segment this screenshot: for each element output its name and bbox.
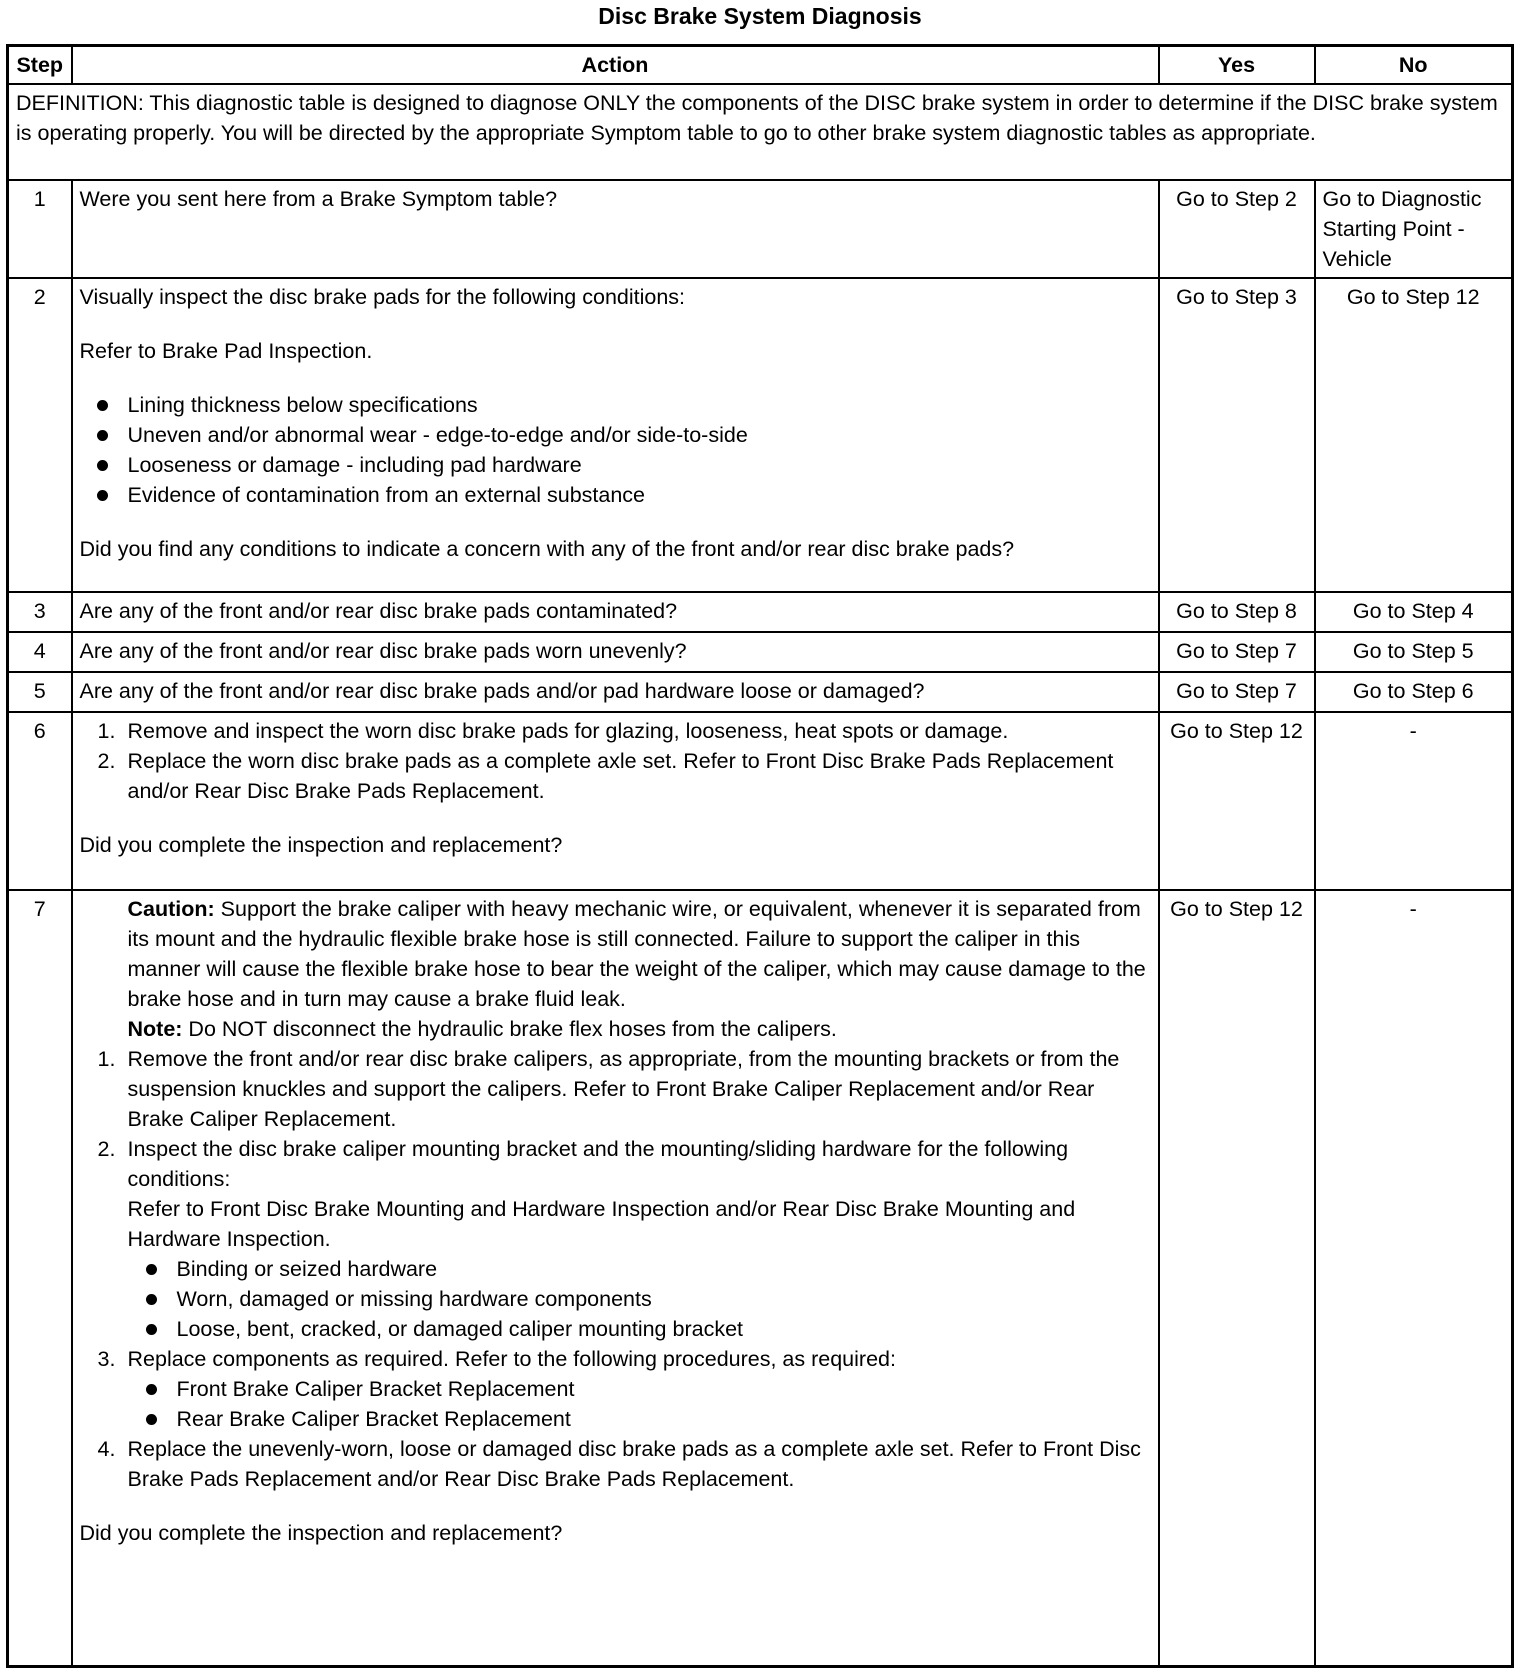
step-number: 4 — [8, 632, 72, 672]
list-item: 1. Remove and inspect the worn disc brake pads for glazing, looseness, heat spots or damage. — [97, 718, 1009, 743]
action-cell — [72, 632, 1159, 672]
table-row — [8, 592, 1513, 632]
action-cell — [72, 672, 1159, 712]
question-text: Did you find any conditions to indicate a concern with any of the front and/or rear disc brake pads? — [79, 536, 1015, 561]
refer-text: Refer to Brake Pad Inspection. — [79, 338, 373, 363]
list-item: 2. Inspect the disc brake caliper mounting bracket and the mounting/sliding hardware for the following conditions: Refer to Front Disc Brake Mounting and Hardware Inspection and/or Rear Disc Brake Mounting and Hardware Inspection. Binding or seized hardware Worn, damaged or missing hardware components Loose, bent, cracked, or damaged caliper mounting bracket — [128, 1134, 1151, 1344]
list-item: Rear Brake Caliper Bracket Replacement — [177, 1404, 1151, 1434]
condition-list — [128, 1254, 1151, 1344]
yes-cell: Go to Step 12 — [1159, 890, 1315, 1667]
yes-cell: Go to Step 3 — [1159, 278, 1315, 592]
procedure-ref-list — [128, 1374, 1151, 1434]
step-number: 1 — [8, 180, 72, 278]
no-cell: Go to Step 4 — [1315, 592, 1513, 632]
table-row — [8, 712, 1513, 890]
definition-text: DEFINITION: This diagnostic table is designed to diagnose ONLY the components of the DISC brake system in order to determine if the DISC brake system is operating properly. You will be directed by the appropriate Symptom table to go to other brake system diagnostic tables as appropriate. — [8, 84, 1513, 180]
yes-cell: Go to Step 7 — [1159, 672, 1315, 712]
condition-list — [80, 390, 1151, 510]
question-text: Did you complete the inspection and replacement? — [79, 832, 563, 857]
table-row — [8, 278, 1513, 592]
list-item: 3. Replace components as required. Refer to the following procedures, as required: Front Brake Caliper Bracket Replacement Rear Brake Caliper Bracket Replacement — [128, 1344, 1151, 1434]
yes-cell: Go to Step 8 — [1159, 592, 1315, 632]
list-item: Loose, bent, cracked, or damaged caliper mounting bracket — [177, 1314, 1151, 1344]
list-item: 2. Replace the worn disc brake pads as a complete axle set. Refer to Front Disc Brake Pads Replacement and/or Rear Disc Brake Pads Replacement. — [97, 748, 1114, 803]
instruction-text: Visually inspect the disc brake pads for the following conditions: — [79, 284, 686, 309]
definition-row — [8, 84, 1513, 180]
no-cell: Go to Diagnostic Starting Point - Vehicle — [1315, 180, 1513, 278]
question-text: Are any of the front and/or rear disc brake pads contaminated? — [79, 598, 678, 623]
table-row — [8, 180, 1513, 278]
header-no: No — [1315, 46, 1513, 84]
header-yes: Yes — [1159, 46, 1315, 84]
table-row — [8, 632, 1513, 672]
note-text: Note: Do NOT disconnect the hydraulic brake flex hoses from the calipers. — [127, 1016, 837, 1041]
header-step: Step — [8, 46, 72, 84]
table-row — [8, 890, 1513, 1667]
header-row — [8, 46, 1513, 84]
no-cell: Go to Step 12 — [1315, 278, 1513, 592]
no-cell: Go to Step 5 — [1315, 632, 1513, 672]
yes-cell: Go to Step 7 — [1159, 632, 1315, 672]
list-item: Lining thickness below specifications — [128, 390, 1151, 420]
no-cell: Go to Step 6 — [1315, 672, 1513, 712]
action-cell — [72, 180, 1159, 278]
action-cell — [72, 278, 1159, 592]
list-item: Worn, damaged or missing hardware components — [177, 1284, 1151, 1314]
action-cell — [72, 712, 1159, 890]
action-cell — [72, 592, 1159, 632]
yes-cell: Go to Step 12 — [1159, 712, 1315, 890]
diagnosis-table — [6, 44, 1514, 1668]
no-cell: - — [1315, 890, 1513, 1667]
list-item: 1. Remove the front and/or rear disc brake calipers, as appropriate, from the mounting brackets or from the suspension knuckles and support the calipers. Refer to Front Brake Caliper Replacement and/or Rear Brake Caliper Replacement. — [97, 1046, 1120, 1131]
question-text: Did you complete the inspection and replacement? — [79, 1520, 563, 1545]
no-cell: - — [1315, 712, 1513, 890]
question-text: Were you sent here from a Brake Symptom table? — [79, 186, 558, 211]
page-title: Disc Brake System Diagnosis — [598, 3, 922, 29]
list-item: Looseness or damage - including pad hardware — [128, 450, 1151, 480]
question-text: Are any of the front and/or rear disc brake pads and/or pad hardware loose or damaged? — [79, 678, 925, 703]
step-number: 7 — [8, 890, 72, 1667]
procedure-list — [80, 716, 1151, 806]
list-item: Evidence of contamination from an external substance — [128, 480, 1151, 510]
caution-text: Caution: Support the brake caliper with heavy mechanic wire, or equivalent, whenever it is separated from its mount and the hydraulic flexible brake hose is still connected. Failure to support the caliper in this manner will cause the flexible brake hose to bear the weight of the caliper, which may cause damage to the brake hose and in turn may cause a brake fluid leak. — [127, 896, 1146, 1011]
yes-cell: Go to Step 2 — [1159, 180, 1315, 278]
table-row — [8, 672, 1513, 712]
list-item: 4. Replace the unevenly-worn, loose or damaged disc brake pads as a complete axle set. Refer to Front Disc Brake Pads Replacement and/or Rear Disc Brake Pads Replacement. — [97, 1436, 1141, 1491]
step-number: 2 — [8, 278, 72, 592]
step-number: 3 — [8, 592, 72, 632]
list-item: Front Brake Caliper Bracket Replacement — [177, 1374, 1151, 1404]
step-number: 6 — [8, 712, 72, 890]
action-cell — [72, 890, 1159, 1667]
procedure-list — [80, 1044, 1151, 1494]
question-text: Are any of the front and/or rear disc brake pads worn unevenly? — [79, 638, 687, 663]
header-action: Action — [72, 46, 1159, 84]
list-item: Binding or seized hardware — [177, 1254, 1151, 1284]
list-item: Uneven and/or abnormal wear - edge-to-edge and/or side-to-side — [128, 420, 1151, 450]
step-number: 5 — [8, 672, 72, 712]
